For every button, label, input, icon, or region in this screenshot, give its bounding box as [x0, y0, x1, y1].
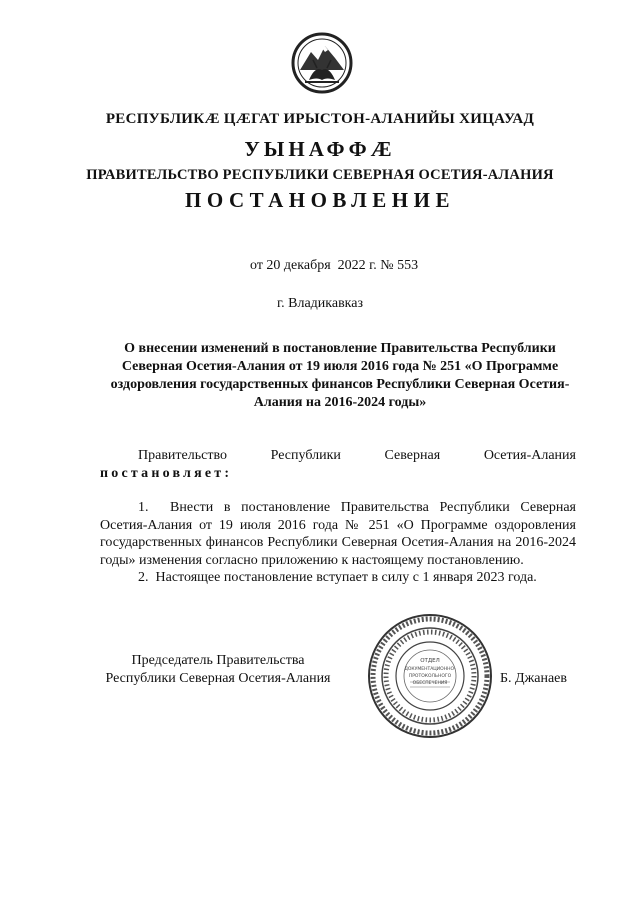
svg-text:ОБЕСПЕЧЕНИЯ: ОБЕСПЕЧЕНИЯ — [412, 681, 448, 686]
resolution-item — [100, 499, 576, 569]
preamble — [100, 447, 576, 483]
decree-word: постановляет: — [100, 466, 233, 481]
preamble-word: Правительство — [138, 448, 227, 463]
document-date-number: от 20 декабря 2022 г. № 553 — [250, 258, 419, 273]
document-city: г. Владикавказ — [276, 296, 364, 311]
svg-text:ДОКУМЕНТАЦИОННО-: ДОКУМЕНТАЦИОННО- — [404, 667, 456, 672]
signatory-title-line: Республики Северная Осетия-Алания — [105, 671, 331, 686]
item-number: 2. — [138, 570, 149, 585]
document-subject: О внесении изменений в постановление Правительства Республики Северная Осетия-Алания от 19 июля 2016 года № 251 «О Программе оздоровления государственных финансов Республики Северная Осетия-Алания на 2016-2024 годы» — [110, 341, 570, 410]
item-number: 1. — [138, 500, 149, 515]
coat-of-arms-icon — [291, 30, 353, 96]
svg-text:ПРОТОКОЛЬНОГО: ПРОТОКОЛЬНОГО — [408, 674, 452, 679]
resolution-items — [100, 499, 576, 587]
header-document-type-ossetian: УЫНАФФӔ — [244, 137, 396, 161]
official-seal-icon — [366, 612, 494, 740]
signatory-name: Б. Джанаев — [500, 671, 568, 686]
resolution-item — [100, 569, 576, 587]
header-republic-ossetian: РЕСПУБЛИКӔ ЦӔГАТ ИРЫСТОН-АЛАНИЙЫ ХИЦАУАД — [105, 111, 535, 127]
signatory-title-line: Председатель Правительства — [131, 653, 305, 668]
signatory-title — [100, 652, 336, 688]
header-document-type-russian: ПОСТАНОВЛЕНИЕ — [185, 188, 455, 212]
preamble-word: Осетия-Алания — [483, 448, 576, 463]
preamble-word: Республики — [270, 448, 341, 463]
header-government-russian: ПРАВИТЕЛЬСТВО РЕСПУБЛИКИ СЕВЕРНАЯ ОСЕТИЯ-АЛАНИЯ — [86, 167, 554, 183]
svg-text:ОТДЕЛ: ОТДЕЛ — [420, 658, 440, 664]
item-text: Настоящее постановление вступает в силу с 1 января 2023 года. — [155, 570, 537, 585]
preamble-word: Северная — [384, 448, 441, 463]
item-text: Внести в постановление Правительства Республики Северная Осетия-Алания от 19 июля 2016 года № 251 «О Программе оздоровления государственных финансов Республики Северная Осетия-Алания на 2016-2024 годы» изменения согласно приложению к настоящему постановлению. — [100, 500, 576, 568]
